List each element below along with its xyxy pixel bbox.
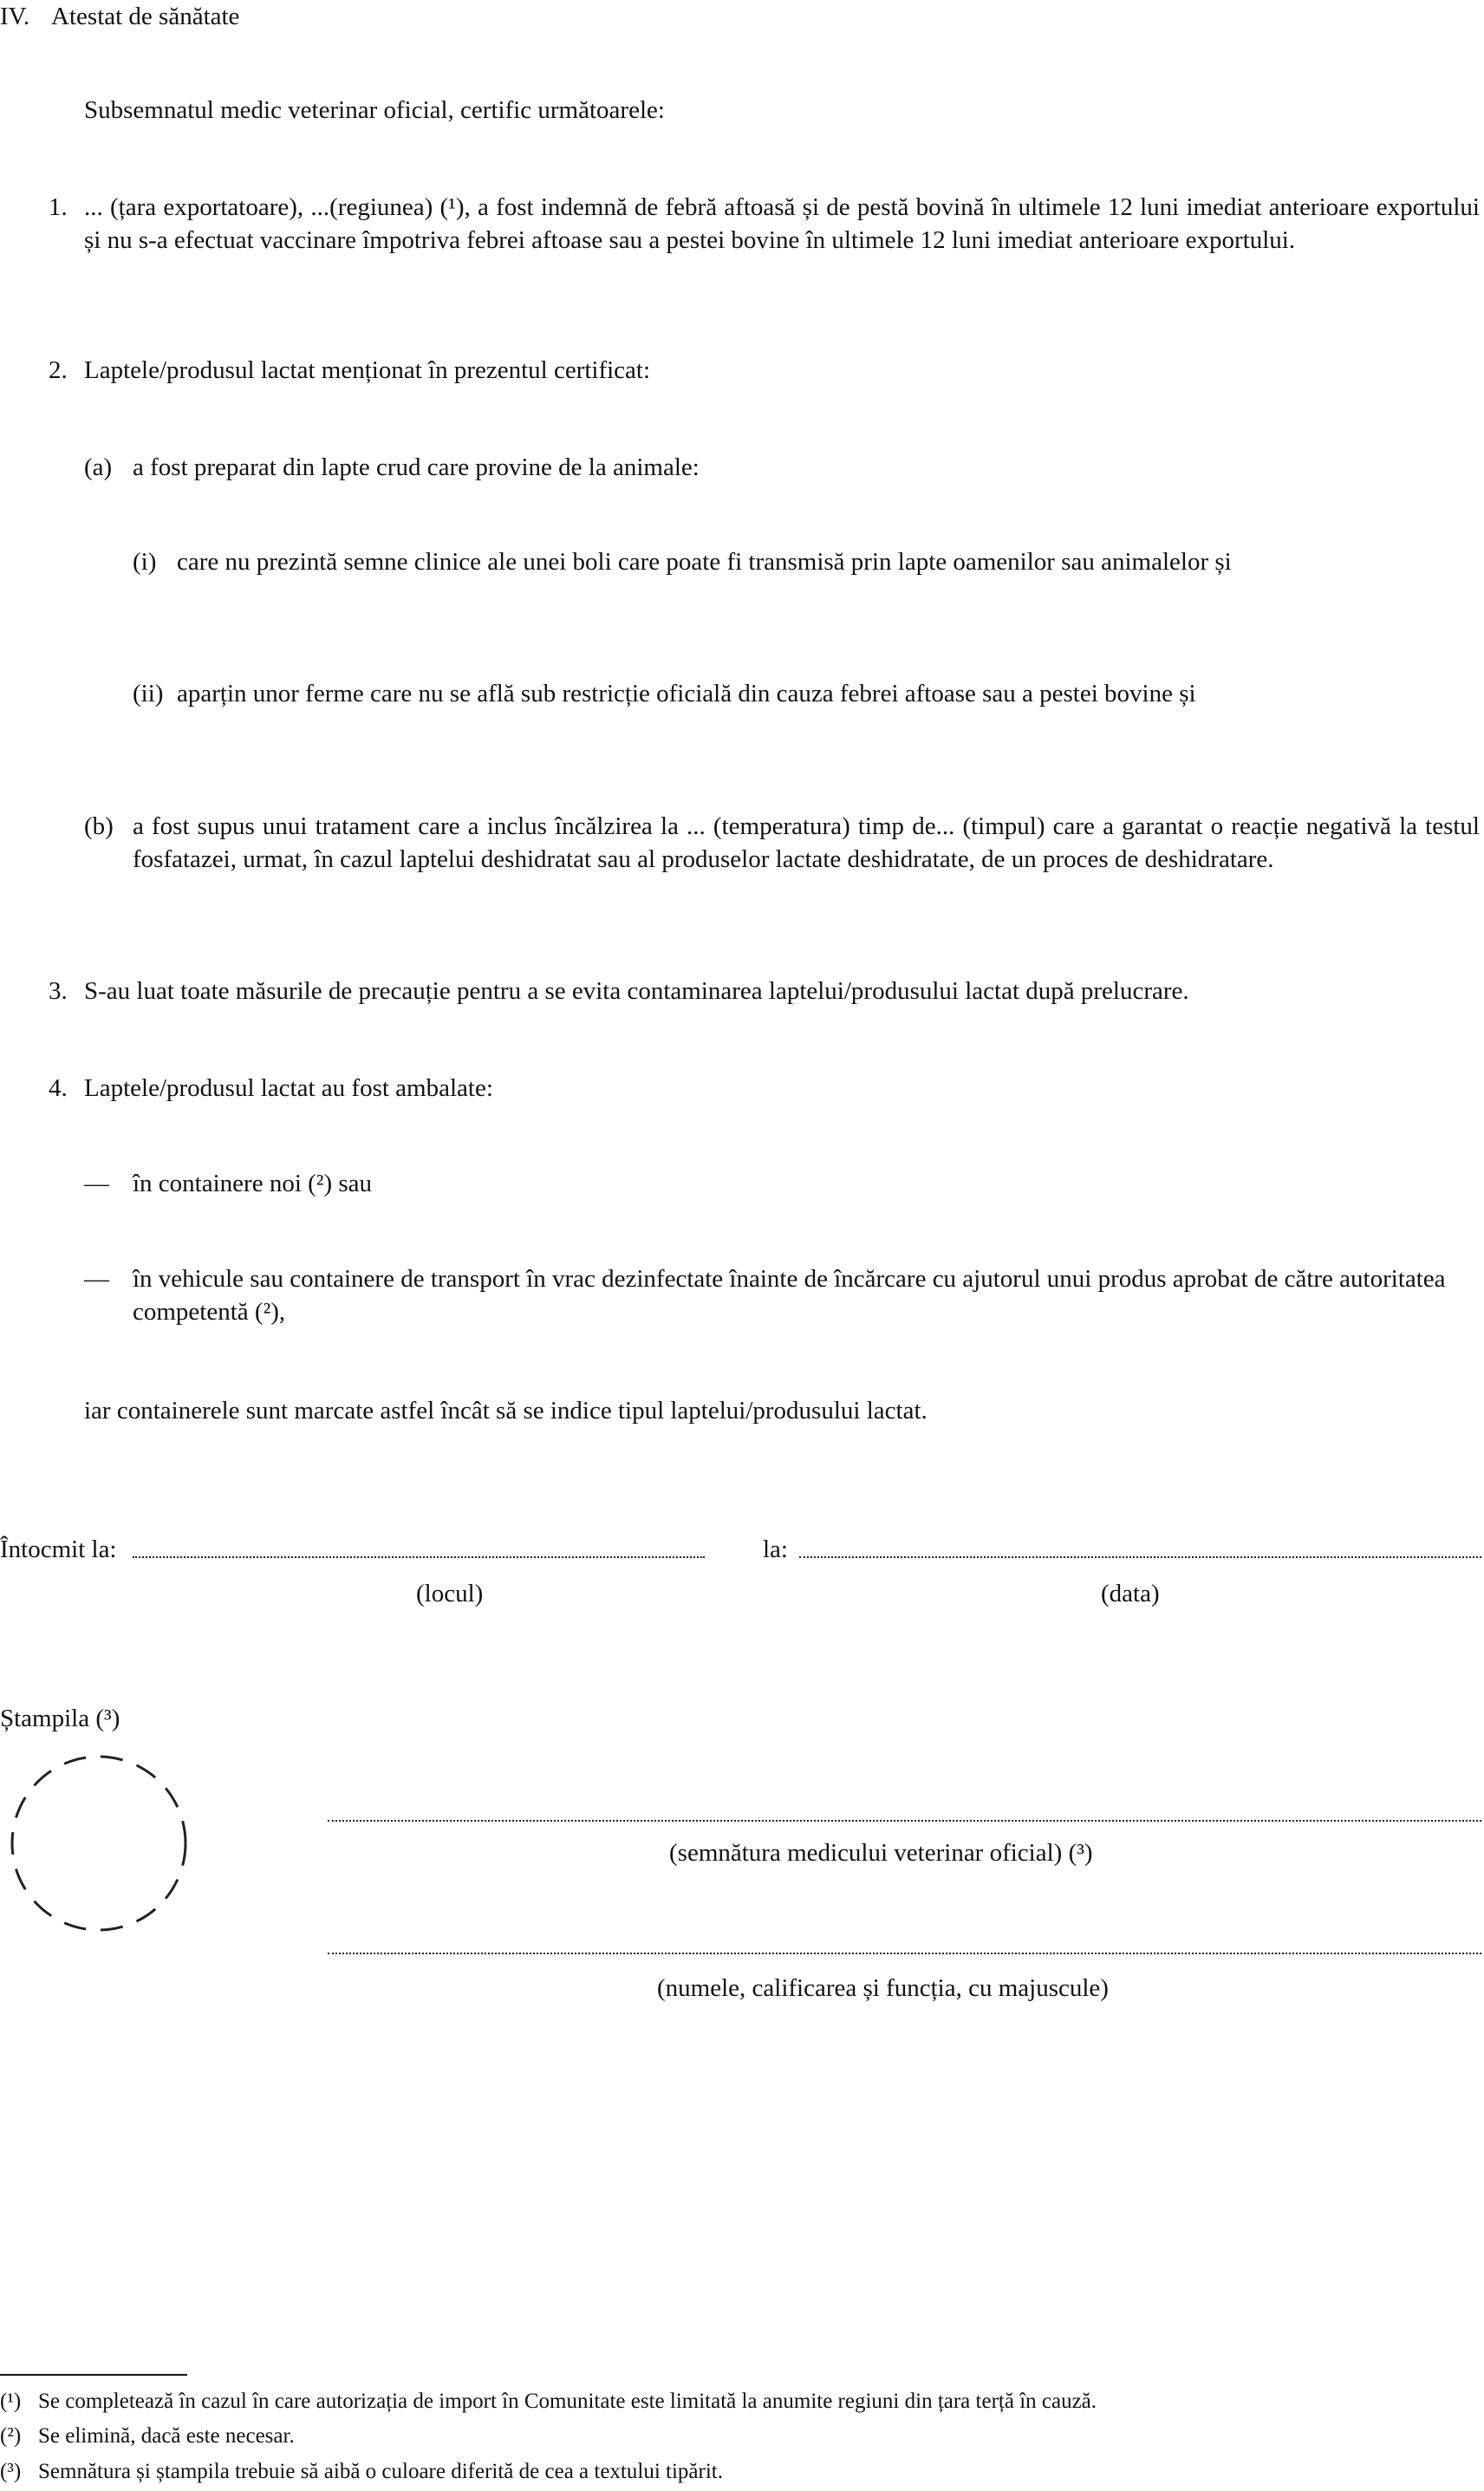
item-1-text [84,191,1480,257]
item-2a-label: (a) [84,453,113,481]
footnote-2-text: Se elimină, dacă este necesar. [38,2424,295,2448]
item-2ii-text: aparțin unor ferme care nu se află sub restricție oficială din cauza febrei aftoase sau a pestei bovine și [177,680,1196,708]
name-caption: (numele, calificarea și funcția, cu majuscule) [657,1974,1109,2002]
item-4-number: 4. [49,1074,68,1102]
item-2i-label: (i) [133,548,157,576]
item-2-number: 2. [49,356,68,384]
signature-caption: (semnătura medicului veterinar oficial) (³) [669,1839,1093,1867]
made-at-label: Întocmit la: [0,1536,117,1563]
item-4-closing: iar containerele sunt marcate astfel încât să se indice tipul laptelui/produsului lactat. [84,1397,928,1425]
footnote-1-mark: (¹) [0,2390,22,2413]
stamp-label: Ștampila (³) [0,1705,120,1732]
item-4-dash-2-text-content: în vehicule sau containere de transport în vrac dezinfectate înainte de încărcare cu ajutorul unui produs aprobat de către autoritatea competentă (²), [133,1265,1446,1326]
footnote-1-text: Se completează în cazul în care autorizația de import în Comunitate este limitată la anumite regiuni din țara terță în cauză. [38,2390,1097,2413]
item-2-text: Laptele/produsul lactat menționat în prezentul certificat: [84,356,651,384]
item-2b-label: (b) [84,812,114,840]
date-caption: (data) [1101,1580,1160,1607]
section-heading [0,0,239,33]
item-3-text: S-au luat toate măsurile de precauție pentru a se evita contaminarea laptelui/produsului lactat după prelucrare. [84,977,1189,1005]
item-2b-text-content: a fost supus unui tratament care a inclus încălzirea la ... (temperatura) timp de... (timpul) care a garantat o reacție negativă la testul fosfatazei, urmat, în cazul laptelui deshidratat sau al produselor lactate deshidratate, de un proces de deshidratare. [133,812,1480,873]
item-2i-text: care nu prezintă semne clinice ale unei boli care poate fi transmisă prin lapte oamenilor sau animalelor și [177,548,1232,576]
item-4-dash-1-text: în containere noi (²) sau [133,1170,373,1197]
footnote-3-text: Semnătura și ștampila trebuie să aibă o culoare diferită de cea a textului tipărit. [38,2460,723,2483]
section-numeral: IV. [0,3,30,30]
item-2b-text [133,810,1480,876]
item-3-number: 3. [49,977,68,1005]
name-dotted-line[interactable] [328,1953,1481,1954]
item-1-number: 1. [49,193,68,221]
place-dotted-line[interactable] [133,1556,705,1558]
signature-dotted-line[interactable] [328,1820,1481,1822]
footnote-2-mark: (²) [0,2424,22,2448]
footnote-3-mark: (³) [0,2460,22,2483]
section-title: Atestat de sănătate [51,3,240,30]
item-4-dash-2-text [133,1262,1480,1328]
date-dotted-line[interactable] [799,1556,1481,1558]
footnote-separator [0,2374,187,2376]
date-label: la: [763,1536,788,1563]
item-2a-text: a fost preparat din lapte crud care provine de la animale: [133,453,700,481]
item-4-dash-1-mark: — [84,1170,109,1197]
stamp-circle-icon [7,1751,191,1935]
item-4-text: Laptele/produsul lactat au fost ambalate: [84,1074,493,1102]
intro-text: Subsemnatul medic veterinar oficial, certific următoarele: [84,96,665,124]
item-4-dash-2-mark: — [84,1265,109,1293]
item-2ii-label: (ii) [133,680,164,708]
place-caption: (locul) [416,1580,484,1607]
item-1-text-content: ... (țara exportatoare), ...(regiunea) (¹), a fost indemnă de febră aftoasă și de pestă bovină în ultimele 12 luni imediat anterioare exportului și nu s-a efectuat vaccinare împotriva febrei aftoase sau a pestei bovine în ultimele 12 luni imediat anterioare exportului. [84,193,1480,254]
